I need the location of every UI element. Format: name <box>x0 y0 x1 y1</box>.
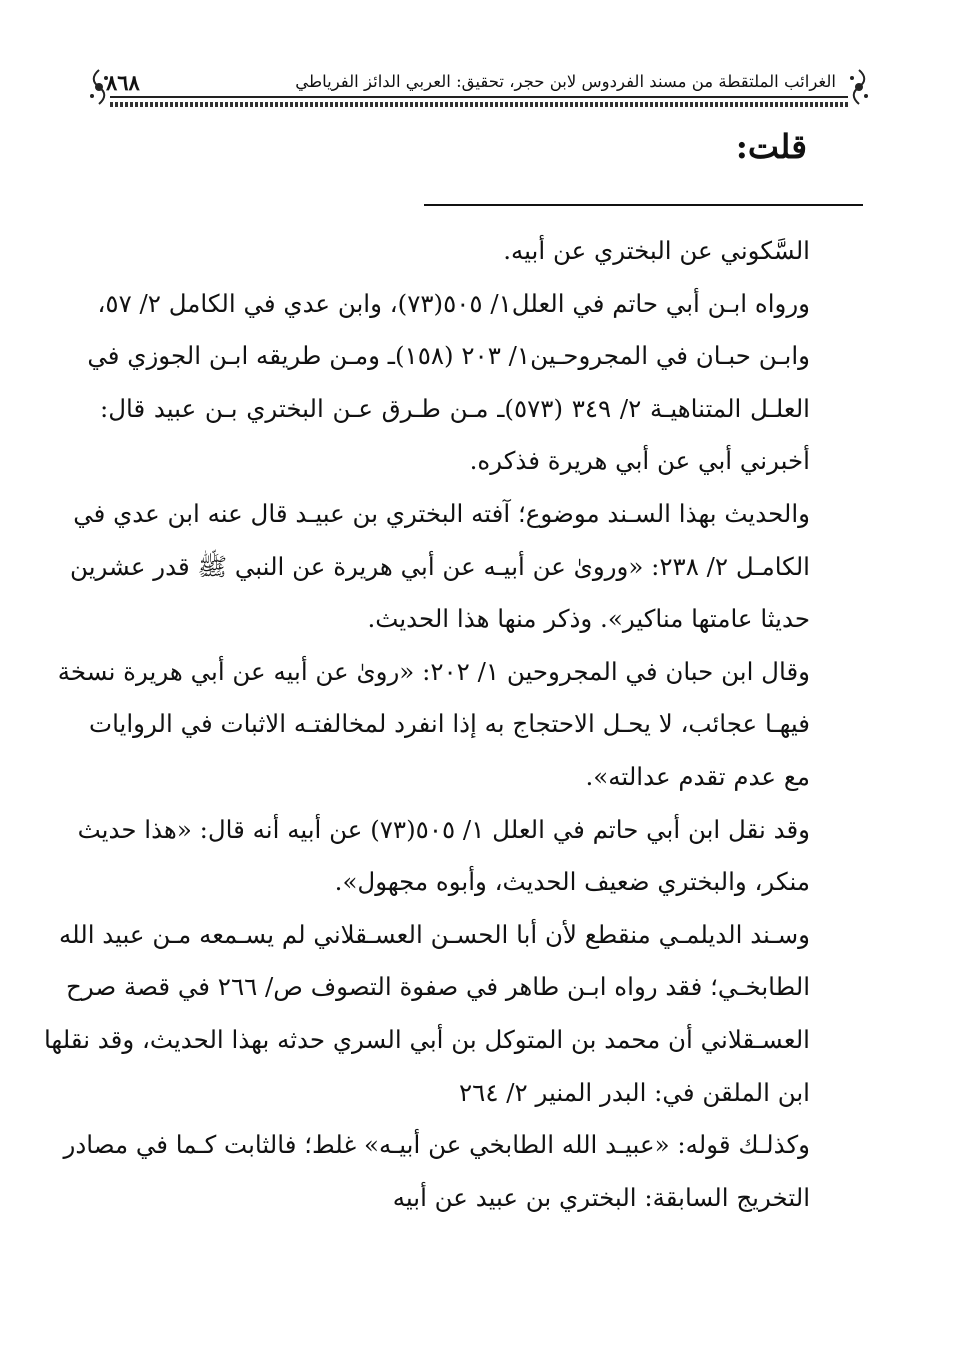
text-line: الطابخـي؛ فقد رواه ابـن طاهر في صفوة التصوف ص/ ٢٦٦ في قصة صرح <box>66 972 810 1002</box>
body-text <box>43 225 810 1224</box>
text-line: التخريج السابقة: البختري بن عبيد عن أبيه <box>392 1182 810 1212</box>
running-header <box>92 68 866 108</box>
header-title: الغرائب الملتقطة من مسند الفردوس لابن حجر، تحقيق: العربي الدائز الفرياطي <box>295 72 836 91</box>
text-line: والحديث بهذا السـند موضوع؛ آفته البختري بن عبيـد قال عنه ابن عدي في <box>73 498 810 528</box>
page-number: ٨٦٨ <box>106 70 140 95</box>
text-line: حديثا عامتها مناكير». وذكر منها هذا الحديث. <box>367 604 810 634</box>
text-line: ورواه ابـن أبي حاتم في العلل١/ ٥٠٥(٧٣)، وابن عدي في الكامل ٢/ ٥٧، <box>97 288 810 318</box>
header-rule-decorative <box>110 102 848 107</box>
text-line: مع عدم تقدم عدالته». <box>585 761 810 791</box>
text-line: وسـند الديلمـي منقطع لأن أبا الحسـن العسـقلاني لم يسـمعه مـن عبيد الله <box>58 919 810 949</box>
heading-divider <box>424 204 863 206</box>
text-line: وقد نقل ابن أبي حاتم في العلل ١/ ٥٠٥(٧٣) عن أبيه أنه قال: «هذا حديث <box>77 814 810 844</box>
text-line: العلـل المتناهيـة ٢/ ٣٤٩ (٥٧٣)ـ مـن طـرق عـن البختري بـن عبيد قال: <box>100 393 810 423</box>
text-line: السَّكوني عن البختري عن أبيه. <box>503 236 810 265</box>
text-line: وقال ابن حبان في المجروحين ١/ ٢٠٢: «روىٰ عن أبيه عن أبي هريرة نسخة <box>57 656 810 686</box>
text-line: ابن الملقن في: البدر المنير ٢/ ٢٦٤ <box>459 1077 810 1107</box>
text-line: فيهـا عجائب، لا يحـل الاحتجاج به إذا انفرد لمخالفتـه الاثبات في الروايات <box>89 709 810 739</box>
text-line: وابـن حبـان في المجروحـين١/ ٢٠٣ (١٥٨)ـ ومـن طريقه ابـن الجوزي في <box>87 341 810 371</box>
ornament-right-icon <box>846 68 872 106</box>
text-line: منكر، والبختري ضعيف الحديث، وأبوه مجهول». <box>334 867 810 897</box>
text-line: العسـقلاني أن محمد بن المتوكل بن أبي السري حدثه بهذا الحديث، وقد نقلها <box>43 1024 810 1054</box>
text-line: وكذلـك قوله: «عبيـد الله الطابخي عن أبيـه» غلط؛ فالثابت كـما في مصادر <box>63 1130 810 1160</box>
text-line: الكامـل ٢/ ٢٣٨: «وروىٰ عن أبيـه عن أبي هريرة عن النبي ﷺ قدر عشرين <box>70 551 810 581</box>
header-rule <box>110 96 848 98</box>
section-heading: قلت: <box>735 127 807 166</box>
text-line: أخبرني أبي عن أبي هريرة فذكره. <box>469 446 810 476</box>
